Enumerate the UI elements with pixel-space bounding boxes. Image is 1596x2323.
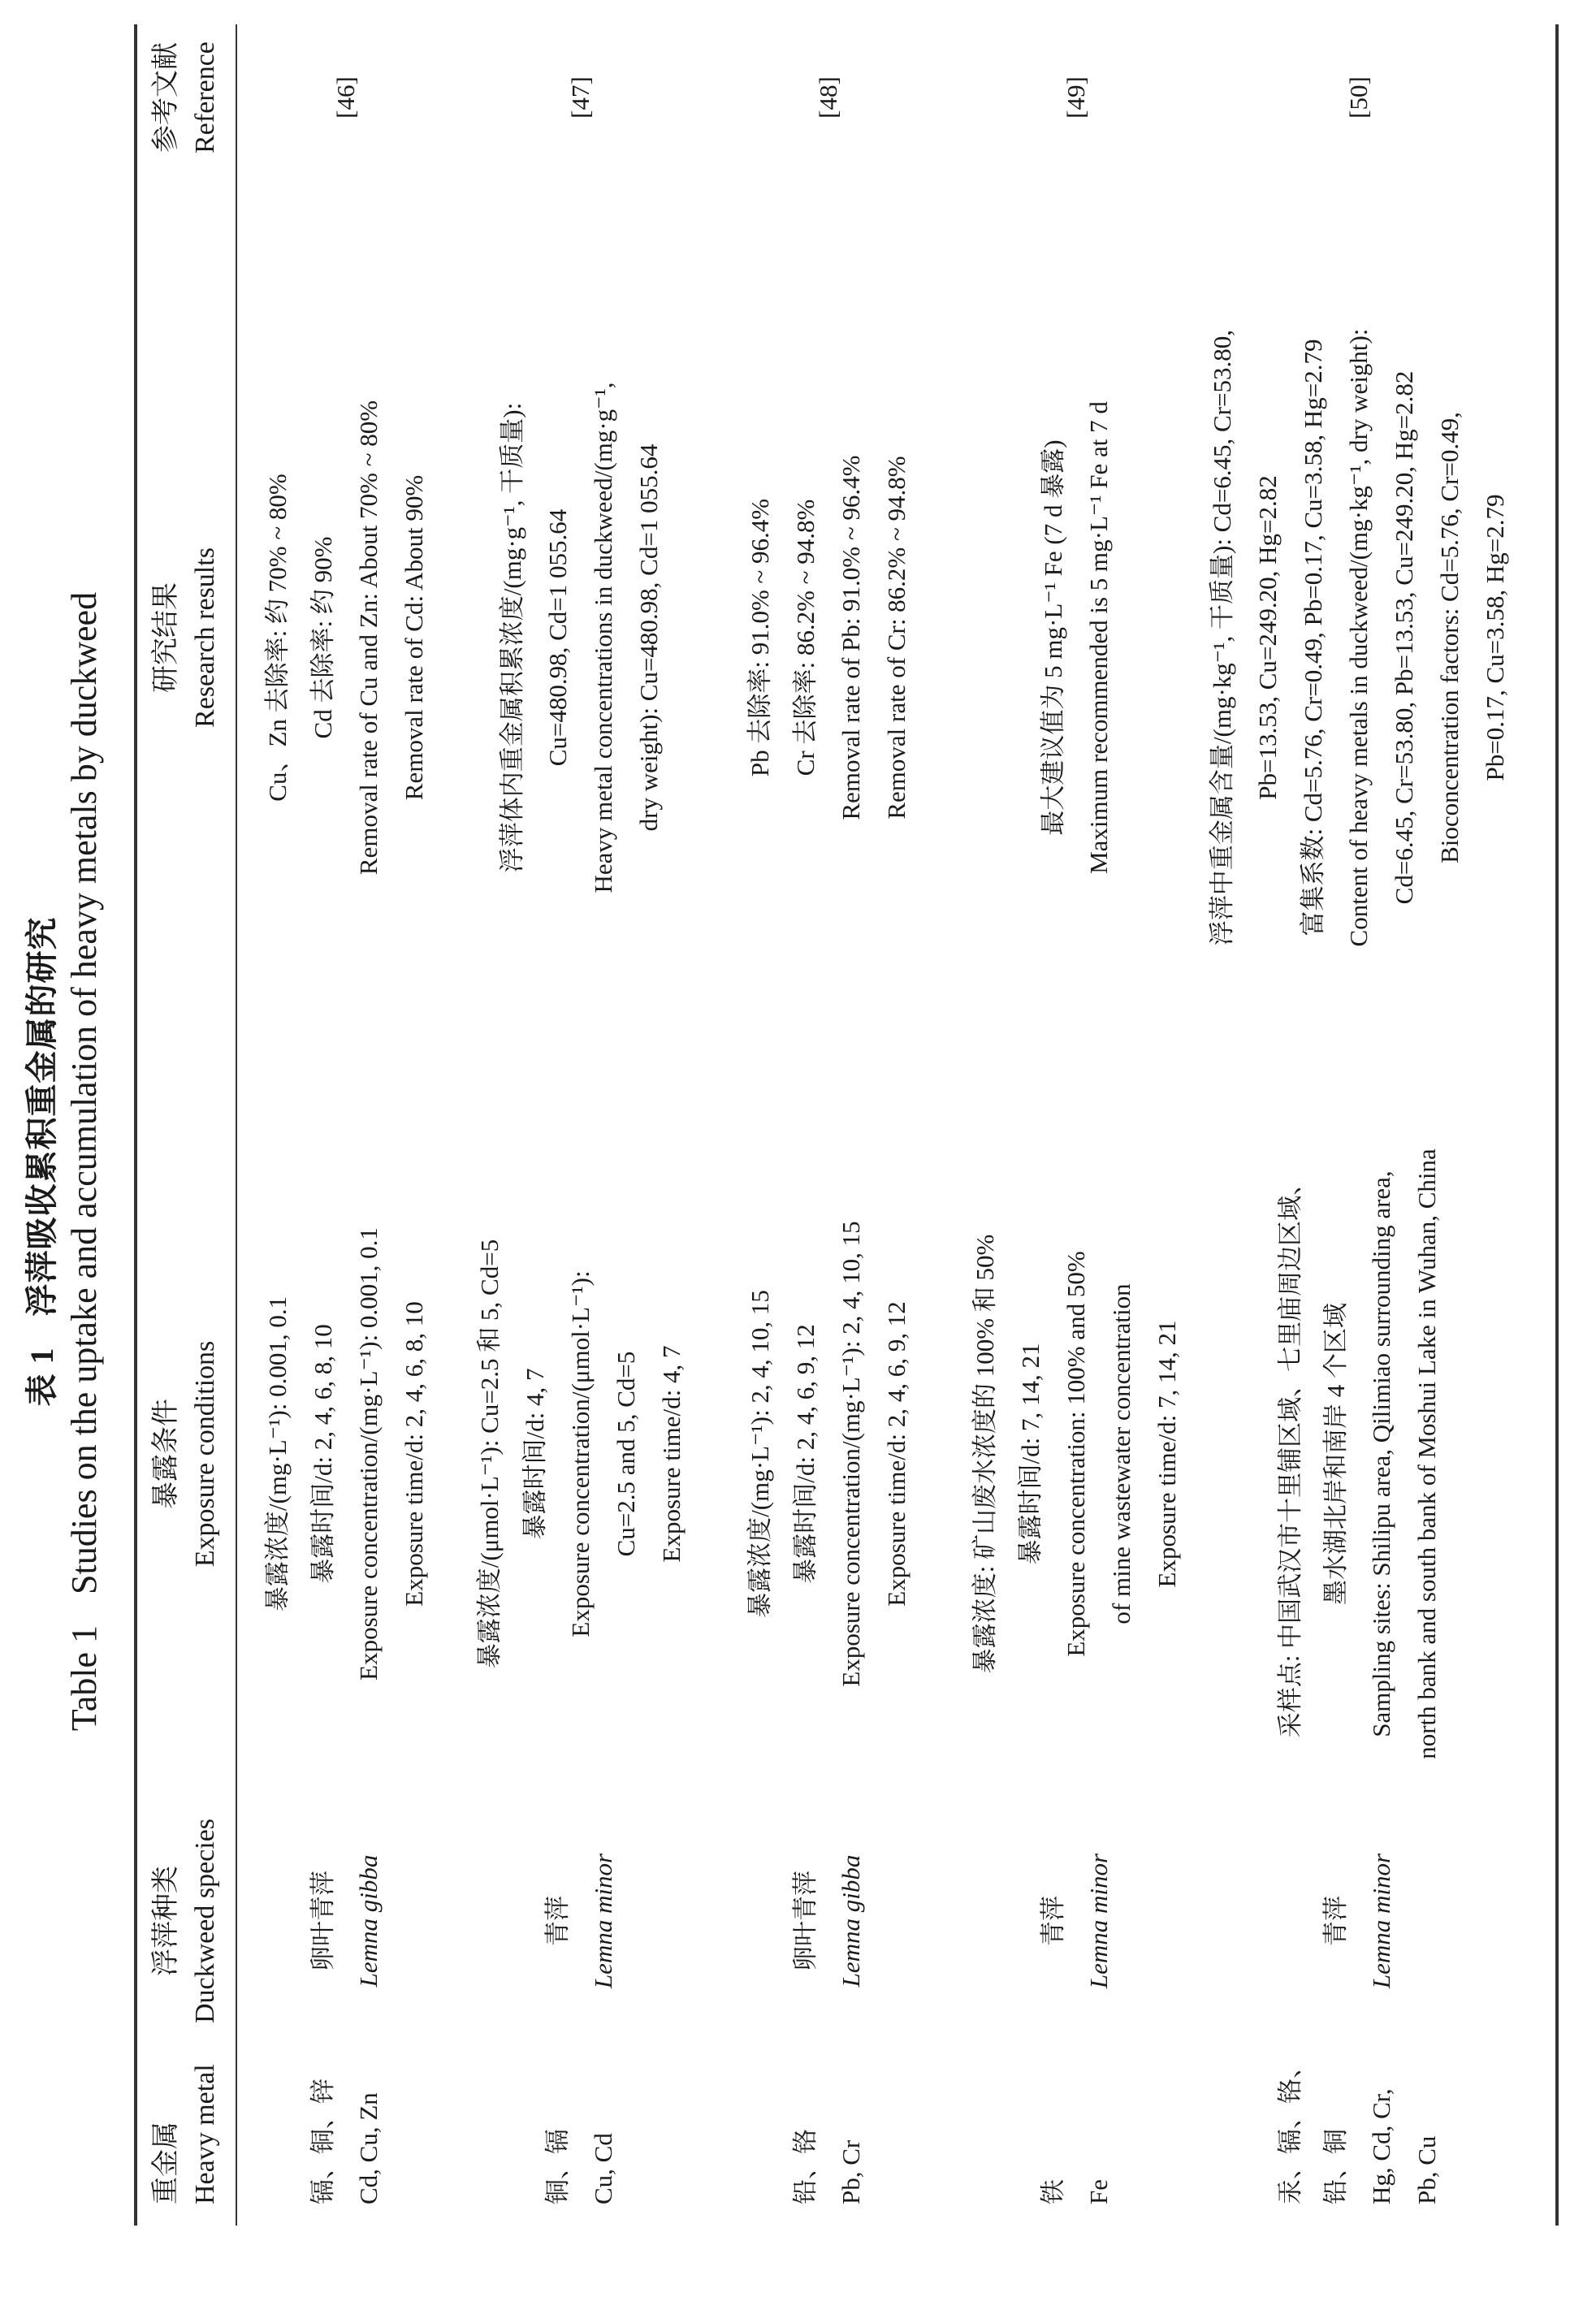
caption-title-zh: 浮萍吸收累积重金属的研究 xyxy=(24,916,60,1317)
reference-cell: [50] xyxy=(1344,76,1373,119)
reference-cell: [47] xyxy=(565,76,595,119)
heavy-metal-cell: 铜、镉 Cu, Cd xyxy=(543,2129,617,2204)
heavy-metal-cell: 镉、铜、锌 Cd, Cu, Zn xyxy=(309,2079,383,2204)
research-results-cell: 浮萍体内重金属积累浓度/(mg·g⁻¹, 干质量): Cu=480.98, Cd=1 055.64 Heavy metal concentrations in duckweed/(mg·g⁻¹, dry weight): Cu=480.98, Cd=1 055.64 xyxy=(497,382,663,893)
exposure-conditions-cell: 暴露浓度: 矿山废水浓度的 100% 和 50% 暴露时间/d: 7, 14, 21 Exposure concentration: 100% and 50% of mine wastewater concentration Exposure time/d: 7, 14, 21 xyxy=(970,1234,1181,1674)
table-caption-en xyxy=(63,0,105,2323)
species-cell: 青萍 Lemna minor xyxy=(543,1853,617,1989)
header-reference: 参考文献 Reference xyxy=(150,41,220,154)
heavy-metal-cell: 汞、镉、铬、 铅、铜 Hg, Cd, Cr, Pb, Cu xyxy=(1276,2053,1441,2204)
research-results-cell: Cu、Zn 去除率: 约 70% ~ 80% Cd 去除率: 约 90% Removal rate of Cu and Zn: About 70% ~ 80% Removal rate of Cd: About 90% xyxy=(263,400,428,876)
table-row xyxy=(236,24,456,2226)
reference-cell: [46] xyxy=(331,76,360,119)
exposure-conditions-cell: 暴露浓度/(mg·L⁻¹): 0.001, 0.1 暴露时间/d: 2, 4, 6, 8, 10 Exposure concentration/(mg·L⁻¹): 0.001, 0.1 Exposure time/d: 2, 4, 6, 8, 10 xyxy=(263,1227,428,1681)
table-row xyxy=(1200,24,1518,2226)
exposure-conditions-cell: 采样点: 中国武汉市十里铺区域、七里庙周边区域、 墨水湖北岸和南岸 4 个区域 Sampling sites: Shilipu area, Qilimiao surrounding area, north bank and south bank of Moshui Lake in Wuhan, China xyxy=(1276,1149,1441,1759)
header-research-results: 研究结果 Research results xyxy=(150,547,220,728)
table-row xyxy=(456,24,704,2226)
species-cell: 卵叶青萍 Lemna gibba xyxy=(309,1854,383,1988)
bottom-rule xyxy=(1555,24,1559,2226)
research-results-cell: 浮萍中重金属含量/(mg·kg⁻¹, 干质量): Cd=6.45, Cr=53.80, Pb=13.53, Cu=249.20, Hg=2.82 富集系数: Cd=5.76, Cr=0.49, Pb=0.17, Cu=3.58, Hg=2.79 Content of heavy metals in duckweed/(mg·kg⁻¹, dry weight): Cd=6.45, Cr=53.80, Pb=13.53, Cu=249.20, Hg=2.82 Bioconcentration factors: Cd=5.76, Cr=0.49, Pb=0.17, Cu=3.58, Hg=2.79 xyxy=(1208,328,1509,947)
caption-number-en: Table 1 xyxy=(64,1625,104,1732)
table-row xyxy=(704,24,952,2226)
exposure-conditions-cell: 暴露浓度/(μmol·L⁻¹): Cu=2.5 和 5, Cd=5 暴露时间/d: 4, 7 Exposure concentration/(μmol·L⁻¹): Cu=2.5 and 5, Cd=5 Exposure time/d: 4, 7 xyxy=(474,1239,686,1669)
caption-number-zh: 表 1 xyxy=(24,1347,60,1407)
heavy-metal-cell: 铅、铬 Pb, Cr xyxy=(790,2129,865,2204)
research-results-cell: 最大建议值为 5 mg·L⁻¹ Fe (7 d 暴露) Maximum recommended is 5 mg·L⁻¹ Fe at 7 d xyxy=(1038,401,1113,874)
table-caption-zh xyxy=(16,0,63,2323)
caption-title-en: Studies on the uptake and accumulation of heavy metals by duckweed xyxy=(64,591,104,1594)
research-results-cell: Pb 去除率: 91.0% ~ 96.4% Cr 去除率: 86.2% ~ 94.8% Removal rate of Pb: 91.0% ~ 96.4% Removal rate of Cr: 86.2% ~ 94.8% xyxy=(745,455,910,820)
duckweed-heavy-metal-table xyxy=(136,24,1518,2226)
header-duckweed-species: 浮萍种类 Duckweed species xyxy=(150,1818,220,2024)
species-cell: 青萍 Lemna minor xyxy=(1038,1853,1113,1989)
heavy-metal-cell: 铁 Fe xyxy=(1038,2179,1113,2204)
species-cell: 青萍 Lemna minor xyxy=(1321,1853,1395,1989)
reference-cell: [49] xyxy=(1061,76,1090,119)
table-row xyxy=(952,24,1200,2226)
header-exposure-conditions: 暴露条件 Exposure conditions xyxy=(150,1340,220,1568)
exposure-conditions-cell: 暴露浓度/(mg·L⁻¹): 2, 4, 10, 15 暴露时间/d: 2, 4, 6, 9, 12 Exposure concentration/(mg·L⁻¹): 2, 4, 10, 15 Exposure time/d: 2, 4, 6, 9, 12 xyxy=(745,1221,910,1687)
header-heavy-metal: 重金属 Heavy metal xyxy=(150,2064,220,2204)
header-row xyxy=(136,24,236,2226)
reference-cell: [48] xyxy=(813,76,842,119)
species-cell: 卵叶青萍 Lemna gibba xyxy=(790,1854,865,1988)
